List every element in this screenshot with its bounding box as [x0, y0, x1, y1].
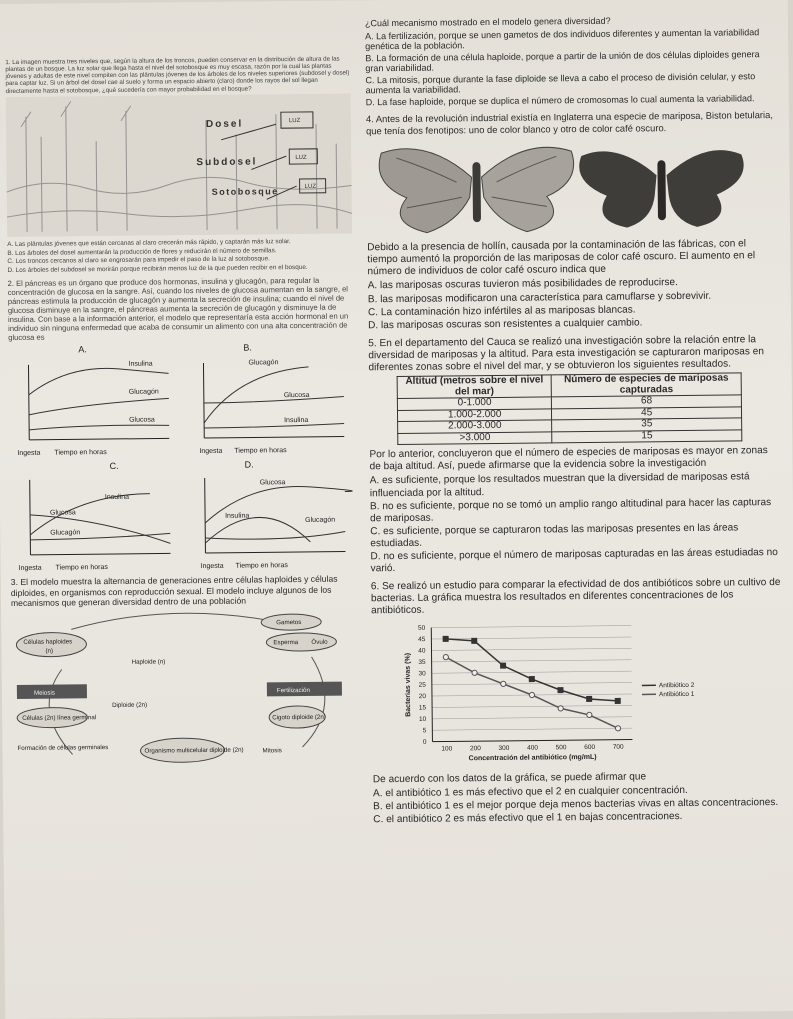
- q4-option-d[interactable]: D. las mariposas oscuras son resistentes a cualquier cambio.: [368, 316, 778, 332]
- graph-d-xprefix: Ingesta: [201, 562, 224, 569]
- y-tick-label: 35: [418, 658, 426, 665]
- graph-c-xprefix: Ingesta: [19, 564, 42, 571]
- x-tick-label: 400: [527, 744, 538, 751]
- legend-label: Antibiótico 1: [659, 690, 695, 697]
- data-point: [501, 681, 506, 686]
- y-tick-label: 25: [419, 681, 427, 688]
- question-6-conclusion: De acuerdo con los datos de la gráfica, se puede afirmar que: [373, 770, 783, 786]
- question-5-options: [370, 471, 781, 575]
- graph-a-xprefix: Ingesta: [17, 449, 40, 456]
- question-4-options: [368, 276, 779, 332]
- gridline: [431, 625, 631, 627]
- q6-option-a[interactable]: A. el antibiótico 1 es más efectivo que el 2 en cualquier concentración.: [373, 784, 783, 800]
- question-6-options: [373, 784, 783, 827]
- data-point: [443, 654, 448, 659]
- q1-option-b[interactable]: B. Los árboles del dosel aumentarán la producción de flores y reducirán el número de semillas.: [7, 246, 352, 257]
- dark-moth-image: [579, 150, 744, 228]
- graph-d-curve-2: Insulina: [225, 512, 249, 519]
- y-tick-label: 20: [419, 693, 427, 700]
- gridline: [432, 659, 632, 661]
- q4-option-c[interactable]: C. La contaminación hizo infértiles al as mariposas blancas.: [368, 303, 778, 319]
- y-tick-label: 0: [423, 738, 427, 745]
- data-point: [529, 676, 535, 682]
- table-cell: 2.000-3.000: [398, 420, 552, 433]
- cycle-diploide: Diploide (2n): [112, 701, 147, 708]
- left-column: [5, 55, 358, 777]
- altitude-table: [397, 373, 743, 446]
- gridline: [432, 671, 632, 673]
- data-point: [587, 712, 592, 717]
- cycle-celulas-haploides: Células haploides: [23, 638, 72, 646]
- y-axis: [431, 627, 432, 741]
- question-3-prompt: ¿Cuál mecanismo mostrado en el modelo genera diversidad?: [365, 14, 775, 29]
- gridline: [431, 648, 631, 650]
- x-tick-label: 600: [584, 744, 595, 751]
- table-cell: 35: [552, 418, 742, 431]
- antibiotic-chart: [371, 616, 783, 770]
- cycle-fertilizacion: Fertilización: [277, 687, 311, 694]
- y-tick-label: 30: [418, 670, 426, 677]
- question-1-options: [7, 238, 352, 274]
- graph-a-letter: A.: [78, 344, 87, 354]
- data-point: [615, 725, 620, 730]
- question-1-text: 1. La imagen muestra tres niveles que, según la altura de los troncos, pueden conservar en la distribución de altura de las plantas de un bosque. La luz solar que llega hasta el nivel del sotobosque es muy escasa, razón por la cual las plantas jóvenes y adultas de este nivel compiten con las plántulas jóvenes de los árboles de los niveles superiores (subdosel y dosel) para captar luz. Si un árbol del dosel cae al suelo y forma un espacio abierto (claro) donde los rayos del sol llegan directamente hasta el sotobosque, ¿qué sucedería con mayor probabilidad en el bosque?: [5, 55, 350, 94]
- question-4-body: Debido a la presencia de hollín, causada por la contaminación de las fábricas, con el tiempo aumentó la proporción de las mariposas de color café oscuro. El aumento en el número de individuos de color café oscuro indica que: [367, 238, 777, 279]
- q1-option-c[interactable]: C. Los troncos cercanos al claro se engrosarán para impedir el paso de la luz al sotobosque.: [7, 255, 352, 266]
- data-point: [586, 696, 592, 702]
- cycle-n: (n): [45, 647, 53, 654]
- question-3-options: [365, 27, 776, 108]
- q5-option-d[interactable]: D. no es suficiente, porque el número de mariposas capturadas en las áreas estudiadas no varió.: [370, 547, 780, 576]
- gridline: [432, 682, 632, 684]
- x-tick-label: 200: [470, 745, 481, 752]
- y-axis-label: Bacterias vivas (%): [405, 653, 413, 717]
- luz-label-1: LUZ: [289, 118, 301, 124]
- x-axis-label: Concentración del antibiótico (mg/mL): [469, 754, 597, 762]
- graph-d-curve-3: Glucagón: [305, 516, 335, 523]
- graph-b-curve-3: Insulina: [284, 417, 308, 424]
- x-tick-label: 500: [556, 744, 567, 751]
- graph-b-curve-1: Glucagón: [248, 359, 278, 366]
- question-3-text: 3. El modelo muestra la alternancia de generaciones entre células haploides y células diploides, en organismos con reproducción sexual. El modelo incluye algunos de los mecanismos que generan diversidad dentro de una población: [11, 574, 356, 608]
- cycle-celulas-germinal: Células (2n) línea germinal: [22, 714, 96, 722]
- data-point: [615, 697, 621, 703]
- table-cell: 0-1.000: [397, 397, 551, 410]
- x-tick-label: 300: [498, 744, 509, 751]
- sotobosque-label: Sotobosque: [212, 186, 279, 197]
- gridline: [432, 728, 632, 730]
- table-cell: 15: [552, 430, 742, 443]
- question-6-text: 6. Se realizó un estudio para comparar la efectividad de dos antibióticos sobre un cultivo de bacterias. La gráfica muestra los resultados en diferentes concentraciones de los antibióticos.: [371, 577, 781, 618]
- forest-levels-diagram: [6, 93, 352, 237]
- q1-option-d[interactable]: D. Los árboles del subdosel se morirán porque recibirán menos luz de la que pueden recibir en el bosque.: [7, 263, 352, 274]
- dosel-label: Dosel: [206, 118, 243, 129]
- data-point: [500, 662, 506, 668]
- table-cell: 1.000-2.000: [397, 409, 551, 422]
- q6-option-c[interactable]: C. el antibiótico 2 es más efectivo que el 1 en bajas concentraciones.: [373, 810, 783, 826]
- data-point: [558, 705, 563, 710]
- table-cell: >3.000: [398, 432, 552, 445]
- life-cycle-diagram: [11, 606, 358, 775]
- luz-label-2: LUZ: [295, 155, 307, 161]
- question-5-conclusion: Por lo anterior, concluyeron que el número de especies de mariposas es mayor en zonas de baja altitud. Así, puede afirmarse que la evidencia sobre la investigación: [369, 445, 779, 474]
- graph-a-xlabel: Tiempo en horas: [54, 449, 107, 457]
- table-header-altitude: Altitud (metros sobre el nivel del mar): [397, 375, 552, 399]
- graph-a-curve-3: Glucosa: [129, 416, 155, 423]
- cycle-ovulo: Óvulo: [311, 639, 328, 646]
- q4-option-a[interactable]: A. las mariposas oscuras tuvieron más posibilidades de reproducirse.: [368, 276, 778, 292]
- graph-b-curve-2: Glucosa: [284, 391, 310, 398]
- q3-option-b[interactable]: B. La formación de una célula haploide, porque a partir de la unión de dos células diploides genera gran variabilidad.: [365, 49, 775, 74]
- cycle-haploide: Haploide (n): [132, 658, 166, 665]
- graph-c-curve-2: Glucosa: [50, 509, 76, 516]
- y-tick-label: 50: [418, 624, 426, 631]
- question-2-text: 2. El páncreas es un órgano que produce dos hormonas, insulina y glucagón, para regular la concentración de glucosa en la sangre. Así, cuando los niveles de glucosa aumentan en la sangre, el páncreas estimula la producción de glucagón y aumenta la secreción de insulina; cuando el nivel de glucosa disminuye en la sangre, el páncreas aumenta la secreción de glucagón y disminuye la de insulina. Con base a la información anterior, el modelo que representaría esta acción hormonal en un individuo sin ninguna enfermedad que acaba de consumir un alimento con una alta concentración de glucosa es: [8, 276, 354, 342]
- cycle-meiosis: Meiosis: [34, 689, 55, 696]
- table-header-species: Número de especies de mariposas capturadas: [551, 373, 741, 397]
- y-tick-label: 40: [418, 647, 426, 654]
- q1-option-a[interactable]: A. Las plántulas jóvenes que están cercanas al claro crecerán más rápido, y captarán más luz solar.: [7, 238, 352, 249]
- question-5-text: 5. En el departamento del Cauca se realizó una investigación sobre la relación entre la diversidad de mariposas y la altitud. Para esta investigación se capturaron mariposas en diferentes zonas sobre el nivel del mar, y se obtuvieron los siguientes resultados.: [368, 334, 778, 375]
- x-tick-label: 100: [441, 745, 452, 752]
- x-axis: [432, 739, 632, 741]
- graph-d-xlabel: Tiempo en horas: [236, 562, 289, 570]
- q4-option-b[interactable]: B. las mariposas modificaron una característica para camuflarse y sobrevivir.: [368, 290, 778, 306]
- q3-option-a[interactable]: A. La fertilización, porque se unen gametos de dos individuos diferentes y aumentan la variabilidad genética de la población.: [365, 27, 775, 52]
- cycle-formacion: Formación de células germinales: [17, 744, 108, 752]
- graph-b-xprefix: Ingesta: [199, 447, 222, 454]
- y-tick-label: 5: [423, 727, 427, 734]
- graph-c-letter: C.: [109, 461, 118, 471]
- light-moth-image: [379, 147, 574, 233]
- cycle-mitosis: Mitosis: [263, 747, 282, 754]
- gridline: [432, 705, 632, 707]
- q6-option-b[interactable]: B. el antibiótico 1 es el mejor porque deja menos bacterias vivas en altas concentraciones.: [373, 797, 783, 813]
- graph-b-letter: B.: [243, 342, 252, 352]
- cycle-esperma: Esperma: [273, 639, 298, 646]
- subdosel-label: Subdosel: [196, 156, 257, 168]
- x-tick-label: 700: [613, 743, 624, 750]
- q5-option-a[interactable]: A. es suficiente, porque los resultados muestran que la diversidad de mariposas está influenciada por la altitud.: [370, 471, 780, 500]
- q5-option-c[interactable]: C. es suficiente, porque se capturaron todas las mariposas presentes en las áreas estudiadas.: [370, 522, 780, 551]
- data-point: [557, 687, 563, 693]
- graph-c-curve-1: Insulina: [105, 493, 129, 500]
- legend-label: Antibiótico 2: [659, 681, 695, 688]
- right-column: [365, 14, 783, 827]
- q5-option-b[interactable]: B. no es suficiente, porque no se tomó un amplio rango altitudinal para hacer las capturas de mariposas.: [370, 497, 780, 526]
- moth-images: [366, 134, 777, 238]
- gridline: [431, 637, 631, 639]
- table-cell: 68: [552, 395, 742, 408]
- graph-a-curve-1: Insulina: [128, 360, 152, 367]
- question-4-text: 4. Antes de la revolución industrial existía en Inglaterra una especie de mariposa, Biston betularia, que tenía dos fenotipos: uno de color blanco y otro de color café oscuro.: [366, 109, 776, 136]
- cycle-gametos: Gametos: [276, 619, 301, 626]
- y-tick-label: 10: [419, 715, 427, 722]
- hormone-graphs: [8, 341, 355, 575]
- graph-c-xlabel: Tiempo en horas: [56, 564, 109, 572]
- graph-d-letter: D.: [244, 459, 253, 469]
- q3-option-d[interactable]: D. La fase haploide, porque se duplica el número de cromosomas lo cual aumenta la variabilidad.: [366, 93, 776, 108]
- y-tick-label: 45: [418, 636, 426, 643]
- gridline: [432, 716, 632, 718]
- table-cell: 45: [552, 407, 742, 420]
- data-point: [472, 670, 477, 675]
- q3-option-c[interactable]: C. La mitosis, porque durante la fase diploide se lleva a cabo el proceso de división celular, y esto aumenta la variabilidad.: [365, 71, 775, 96]
- graph-c-curve-3: Glucagón: [50, 529, 80, 536]
- graph-d-curve-1: Glucosa: [260, 479, 286, 486]
- cycle-organismo: Organismo multicelular diploide (2n): [144, 746, 243, 754]
- data-point: [529, 692, 534, 697]
- data-point: [471, 637, 477, 643]
- graph-a-curve-2: Glucagón: [129, 388, 159, 395]
- cycle-cigoto: Cigoto diploide (2n): [272, 714, 326, 722]
- data-point: [443, 635, 449, 641]
- luz-label-3: LUZ: [305, 183, 317, 189]
- graph-b-xlabel: Tiempo en horas: [234, 447, 287, 455]
- y-tick-label: 15: [419, 704, 427, 711]
